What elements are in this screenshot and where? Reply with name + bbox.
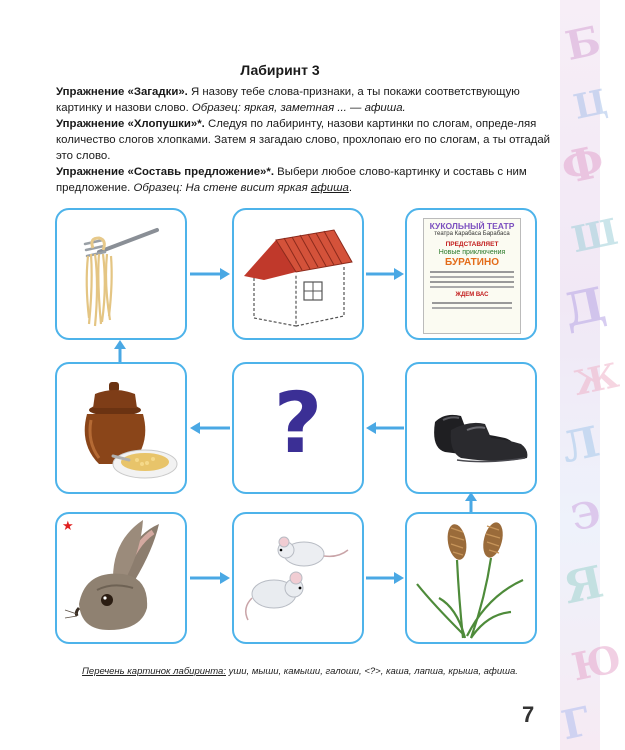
tile-noodles[interactable] — [55, 208, 187, 340]
exercise-riddles-text: Я назову тебе слова-признаки, а ты покажи соответствующую картинку и назови слово. — [56, 86, 520, 114]
arrow-right-4 — [366, 572, 404, 584]
exercise-sentence — [56, 164, 556, 196]
house-icon — [234, 210, 362, 338]
question-mark: ? — [273, 374, 323, 472]
exercise-sentence-sample: Образец: На стене висит яркая — [133, 182, 311, 194]
poster-subtitle: театра Карабаса Барабаса — [434, 231, 510, 237]
poster-footer-lines — [432, 302, 512, 309]
noodles-fork-icon — [57, 210, 185, 338]
poster-welcome: ЖДЕМ ВАС — [455, 292, 489, 298]
exercise-claps-name: Упражнение «Хлопушки»*. — [56, 118, 205, 130]
poster-buratino: БУРАТИНО — [445, 257, 499, 268]
poster-adventures: Новые приключения — [438, 249, 506, 256]
arrow-up-1 — [114, 340, 126, 362]
arrow-right-2 — [366, 268, 404, 280]
exercise-claps — [56, 116, 556, 164]
start-star-icon: ★ — [62, 518, 74, 533]
arrow-right-3 — [190, 572, 230, 584]
tile-reeds[interactable] — [405, 512, 537, 644]
tile-galoshes[interactable] — [405, 362, 537, 494]
pot-porridge-icon — [57, 364, 185, 492]
galoshes-icon — [407, 364, 535, 492]
reeds-icon — [407, 514, 535, 642]
poster-title: КУКОЛЬНЫЙ ТЕАТР — [429, 221, 515, 231]
exercise-sentence-text: Выбери любое слово-картинку и составь с ним предложение. — [56, 166, 527, 194]
tile-house[interactable] — [232, 208, 364, 340]
picture-list-label: Перечень картинок лабиринта: — [82, 666, 226, 677]
exercise-riddles-name: Упражнение «Загадки». — [56, 86, 188, 98]
tile-porridge[interactable] — [55, 362, 187, 494]
exercises-text — [56, 84, 556, 196]
arrow-right-1 — [190, 268, 230, 280]
exercise-riddles-sample: Образец: яркая, заметная ... — афиша. — [191, 102, 406, 114]
tile-rabbit[interactable] — [55, 512, 187, 644]
poster-presents: ПРЕДСТАВЛЯЕТ — [445, 241, 499, 248]
tile-question[interactable] — [232, 362, 364, 494]
picture-list-items: уши, мыши, камыши, галоши, <?>, каша, лапша, крыша, афиша. — [225, 666, 518, 677]
tile-mice[interactable] — [232, 512, 364, 644]
poster-text-lines — [430, 271, 514, 288]
poster — [423, 218, 521, 334]
picture-list — [0, 666, 600, 677]
tile-poster[interactable] — [405, 208, 537, 340]
decorative-margin: Б Ц Ф Ш Д Ж Л Э Я Ю Г — [560, 0, 600, 750]
exercise-sentence-name: Упражнение «Составь предложение»*. — [56, 166, 274, 178]
page-title: Лабиринт 3 — [240, 62, 320, 78]
exercise-sentence-sample-word: афиша — [310, 182, 349, 194]
exercise-sentence-end: . — [348, 182, 353, 194]
mice-icon — [234, 514, 362, 642]
arrow-left-1 — [190, 422, 230, 434]
arrow-left-2 — [366, 422, 404, 434]
exercise-riddles — [56, 84, 556, 116]
page-number: 7 — [522, 702, 535, 727]
rabbit-ears-icon — [57, 514, 185, 642]
exercise-claps-text: Следуя по лабиринту, назови картинки по слогам, опреде-ляя количество слогов хлопками. Затем я загадаю слово, прохлопаю его по слогам, а ты отгадай это слово. — [56, 118, 551, 162]
arrow-up-2 — [465, 492, 477, 512]
